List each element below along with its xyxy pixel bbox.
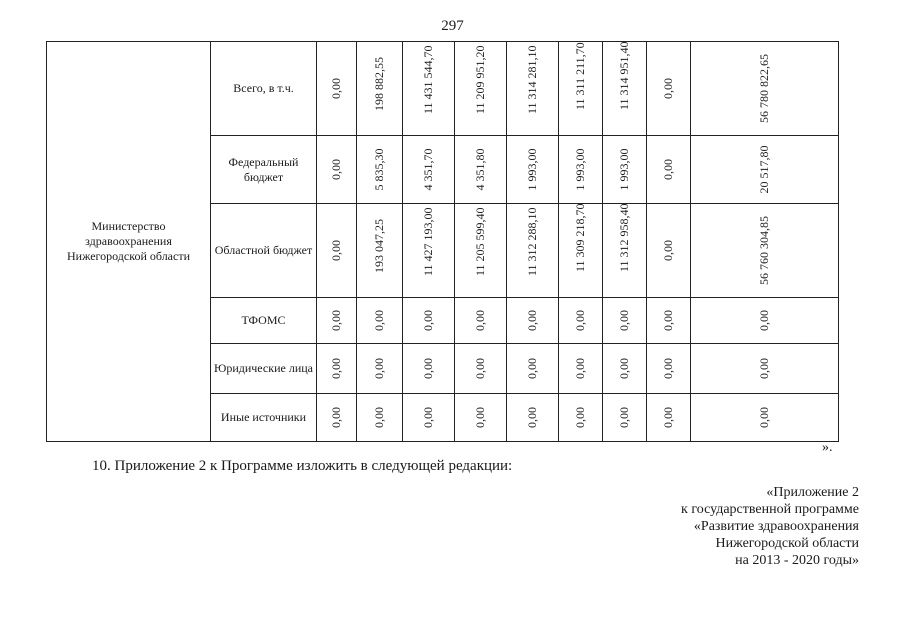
value-text: 1 993,00 [525,148,539,191]
value-text: 0,00 [617,407,631,428]
value-text: 11 312 288,10 [525,207,539,276]
value-text: 0,00 [421,358,435,379]
value-text: 0,00 [573,358,587,379]
value-cell [647,344,691,394]
value-text: 4 351,70 [421,148,435,191]
value-text: 11 312 958,40 [617,203,631,272]
value-cell [403,204,455,298]
value-cell [559,204,603,298]
value-text: 0,00 [661,407,675,428]
value-cell [317,298,357,344]
value-text: 11 209 951,20 [473,45,487,114]
value-text: 0,00 [329,407,343,428]
value-cell [559,42,603,136]
value-cell [647,298,691,344]
value-cell [357,204,403,298]
organization-cell: Министерство здравоохранения Нижегородской области [47,42,211,442]
table-row [47,42,839,136]
budget-table [46,41,839,442]
value-text: 0,00 [573,407,587,428]
value-text: 0,00 [573,310,587,331]
value-text: 11 314 951,40 [617,41,631,110]
value-cell [357,344,403,394]
value-cell [647,136,691,204]
value-cell [647,394,691,442]
value-cell [403,344,455,394]
value-text: 0,00 [473,310,487,331]
value-text: 0,00 [661,310,675,331]
value-text: 0,00 [329,159,343,180]
value-text: 20 517,80 [757,145,771,194]
value-cell [455,344,507,394]
value-text: 11 314 281,10 [525,45,539,114]
value-text: 1 993,00 [617,148,631,191]
value-text: 11 311 211,70 [573,42,587,110]
value-cell [603,394,647,442]
value-text: 0,00 [329,78,343,99]
value-text: 0,00 [661,358,675,379]
value-cell [357,394,403,442]
value-cell [317,394,357,442]
funding-source-cell: ТФОМС [211,298,317,344]
value-text: 0,00 [329,358,343,379]
appendix-line: на 2013 - 2020 годы» [735,553,859,568]
appendix-line: «Развитие здравоохранения [693,519,859,534]
value-cell [507,394,559,442]
value-cell [357,42,403,136]
value-text: 0,00 [421,310,435,331]
value-text: 0,00 [525,358,539,379]
funding-source-cell: Областной бюджет [211,204,317,298]
value-text: 0,00 [372,310,386,331]
value-cell [507,344,559,394]
value-cell [455,42,507,136]
value-text: 4 351,80 [473,148,487,191]
value-cell [357,298,403,344]
value-text: 11 309 218,70 [573,203,587,272]
value-cell [647,42,691,136]
funding-source-cell: Всего, в т.ч. [211,42,317,136]
value-text: 0,00 [617,358,631,379]
value-text: 11 427 193,00 [421,207,435,276]
value-cell [455,136,507,204]
value-cell [691,394,839,442]
value-text: 56 760 304,85 [757,216,771,285]
value-text: 0,00 [757,358,771,379]
value-cell [403,42,455,136]
value-text: 198 882,55 [372,57,386,111]
value-text: 56 780 822,65 [757,54,771,123]
value-text: 1 993,00 [573,148,587,191]
value-cell [507,42,559,136]
value-cell [559,298,603,344]
appendix-line: к государственной программе [681,502,859,517]
funding-source-cell: Иные источники [211,394,317,442]
value-cell [507,136,559,204]
value-cell [455,394,507,442]
value-text: 0,00 [661,78,675,99]
value-cell [559,394,603,442]
value-cell [507,204,559,298]
page-number: 297 [441,18,464,34]
value-text: 0,00 [525,407,539,428]
value-cell [603,298,647,344]
value-text: 0,00 [525,310,539,331]
value-cell [559,344,603,394]
value-cell [559,136,603,204]
value-text: 11 205 599,40 [473,207,487,276]
appendix-heading [681,484,859,569]
value-cell [403,298,455,344]
value-text: 0,00 [473,407,487,428]
value-text: 0,00 [757,310,771,331]
value-cell [317,42,357,136]
value-text: 0,00 [661,240,675,261]
value-cell [317,344,357,394]
value-text: 0,00 [617,310,631,331]
value-text: 0,00 [372,407,386,428]
value-cell [507,298,559,344]
appendix-line: «Приложение 2 [766,485,859,500]
value-cell [317,204,357,298]
funding-source-cell: Юридические лица [211,344,317,394]
value-text: 0,00 [329,240,343,261]
value-cell [603,344,647,394]
appendix-line: Нижегородской области [715,536,859,551]
value-text: 0,00 [372,358,386,379]
value-cell [403,394,455,442]
value-text: 0,00 [757,407,771,428]
value-text: 0,00 [473,358,487,379]
value-text: 0,00 [661,159,675,180]
value-cell [603,42,647,136]
value-text: 0,00 [329,310,343,331]
instruction-text: 10. Приложение 2 к Программе изложить в следующей редакции: [92,458,513,474]
value-cell [357,136,403,204]
closing-quote: ». [822,440,833,455]
value-cell [317,136,357,204]
value-cell [455,298,507,344]
value-text: 5 835,30 [372,148,386,191]
value-cell [647,204,691,298]
value-cell [603,204,647,298]
value-cell [403,136,455,204]
funding-source-cell: Федеральный бюджет [211,136,317,204]
value-text: 193 047,25 [372,219,386,273]
value-text: 11 431 544,70 [421,45,435,114]
value-cell [455,204,507,298]
value-text: 0,00 [421,407,435,428]
value-cell [603,136,647,204]
